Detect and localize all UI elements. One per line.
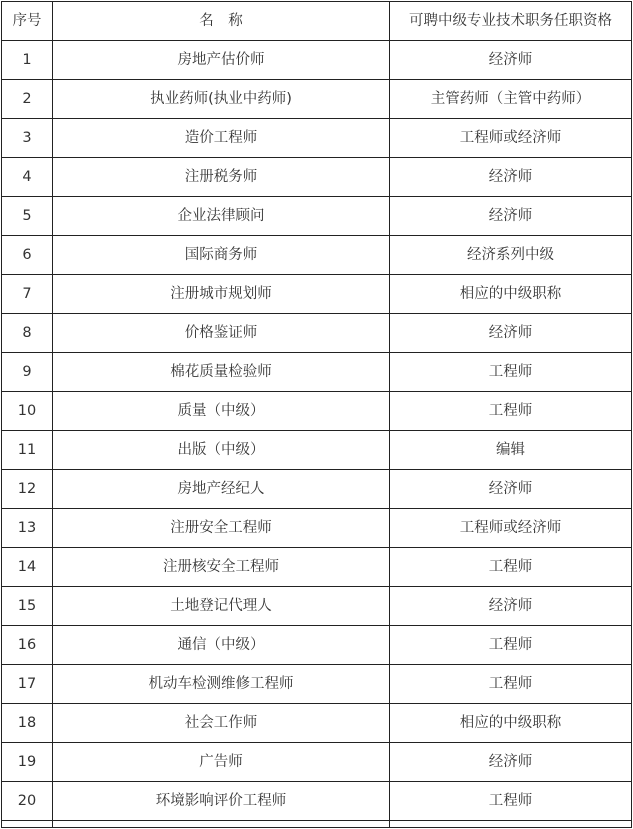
cell-qualification: 经济师 — [390, 470, 632, 509]
cell-index: 4 — [2, 158, 53, 197]
header-qualification: 可聘中级专业技术职务任职资格 — [390, 2, 632, 41]
cell-qualification: 工程师 — [390, 548, 632, 587]
cell-empty — [2, 821, 53, 828]
cell-index: 6 — [2, 236, 53, 275]
cell-qualification: 经济师 — [390, 158, 632, 197]
table-row — [2, 197, 632, 236]
table-row — [2, 626, 632, 665]
cell-name: 房地产估价师 — [53, 41, 390, 80]
cell-qualification: 主管药师（主管中药师） — [390, 80, 632, 119]
cell-index: 20 — [2, 782, 53, 821]
table-row — [2, 314, 632, 353]
cell-index: 2 — [2, 80, 53, 119]
cell-name: 环境影响评价工程师 — [53, 782, 390, 821]
cell-index: 13 — [2, 509, 53, 548]
table-row — [2, 392, 632, 431]
cell-name: 棉花质量检验师 — [53, 353, 390, 392]
cell-name: 价格鉴证师 — [53, 314, 390, 353]
table-row — [2, 431, 632, 470]
cell-name: 广告师 — [53, 743, 390, 782]
cell-qualification: 经济师 — [390, 587, 632, 626]
cell-index: 17 — [2, 665, 53, 704]
cell-index: 9 — [2, 353, 53, 392]
cell-qualification: 经济师 — [390, 314, 632, 353]
cell-index: 16 — [2, 626, 53, 665]
cell-name: 机动车检测维修工程师 — [53, 665, 390, 704]
cell-index: 14 — [2, 548, 53, 587]
table-row — [2, 509, 632, 548]
cell-qualification: 工程师 — [390, 626, 632, 665]
qualification-table — [1, 1, 632, 828]
cell-name: 通信（中级） — [53, 626, 390, 665]
cell-name: 土地登记代理人 — [53, 587, 390, 626]
cell-name: 企业法律顾问 — [53, 197, 390, 236]
table-row — [2, 353, 632, 392]
cell-index: 3 — [2, 119, 53, 158]
cell-index: 8 — [2, 314, 53, 353]
cell-qualification: 工程师 — [390, 392, 632, 431]
cell-empty — [53, 821, 390, 828]
table-row — [2, 743, 632, 782]
cell-index: 18 — [2, 704, 53, 743]
cell-qualification: 经济师 — [390, 197, 632, 236]
cell-qualification: 经济师 — [390, 743, 632, 782]
table-row — [2, 587, 632, 626]
cell-index: 19 — [2, 743, 53, 782]
cell-name: 执业药师(执业中药师) — [53, 80, 390, 119]
cell-qualification: 工程师 — [390, 665, 632, 704]
cell-qualification: 工程师 — [390, 782, 632, 821]
table-row — [2, 275, 632, 314]
table-row — [2, 548, 632, 587]
cell-index: 11 — [2, 431, 53, 470]
cell-name: 出版（中级） — [53, 431, 390, 470]
table-row — [2, 782, 632, 821]
cell-qualification: 经济师 — [390, 41, 632, 80]
cell-qualification: 编辑 — [390, 431, 632, 470]
cell-qualification: 经济系列中级 — [390, 236, 632, 275]
cell-index: 10 — [2, 392, 53, 431]
cell-index: 1 — [2, 41, 53, 80]
cell-name: 造价工程师 — [53, 119, 390, 158]
cell-qualification: 相应的中级职称 — [390, 275, 632, 314]
header-row — [2, 2, 632, 41]
cell-name: 注册城市规划师 — [53, 275, 390, 314]
cell-qualification: 工程师 — [390, 353, 632, 392]
cell-name: 社会工作师 — [53, 704, 390, 743]
header-name: 名 称 — [53, 2, 390, 41]
table-row — [2, 665, 632, 704]
cell-name: 国际商务师 — [53, 236, 390, 275]
cell-empty — [390, 821, 632, 828]
cell-index: 12 — [2, 470, 53, 509]
table-row — [2, 704, 632, 743]
cell-index: 5 — [2, 197, 53, 236]
cell-name: 质量（中级） — [53, 392, 390, 431]
cell-qualification: 工程师或经济师 — [390, 119, 632, 158]
header-index: 序号 — [2, 2, 53, 41]
table-row — [2, 41, 632, 80]
cell-index: 7 — [2, 275, 53, 314]
table-row — [2, 470, 632, 509]
cell-qualification: 工程师或经济师 — [390, 509, 632, 548]
table-row — [2, 158, 632, 197]
cell-name: 注册税务师 — [53, 158, 390, 197]
table-row — [2, 80, 632, 119]
table-row — [2, 119, 632, 158]
table-row — [2, 236, 632, 275]
cell-qualification: 相应的中级职称 — [390, 704, 632, 743]
cell-index: 15 — [2, 587, 53, 626]
cell-name: 房地产经纪人 — [53, 470, 390, 509]
cell-name: 注册安全工程师 — [53, 509, 390, 548]
cell-name: 注册核安全工程师 — [53, 548, 390, 587]
table-row-partial — [2, 821, 632, 828]
